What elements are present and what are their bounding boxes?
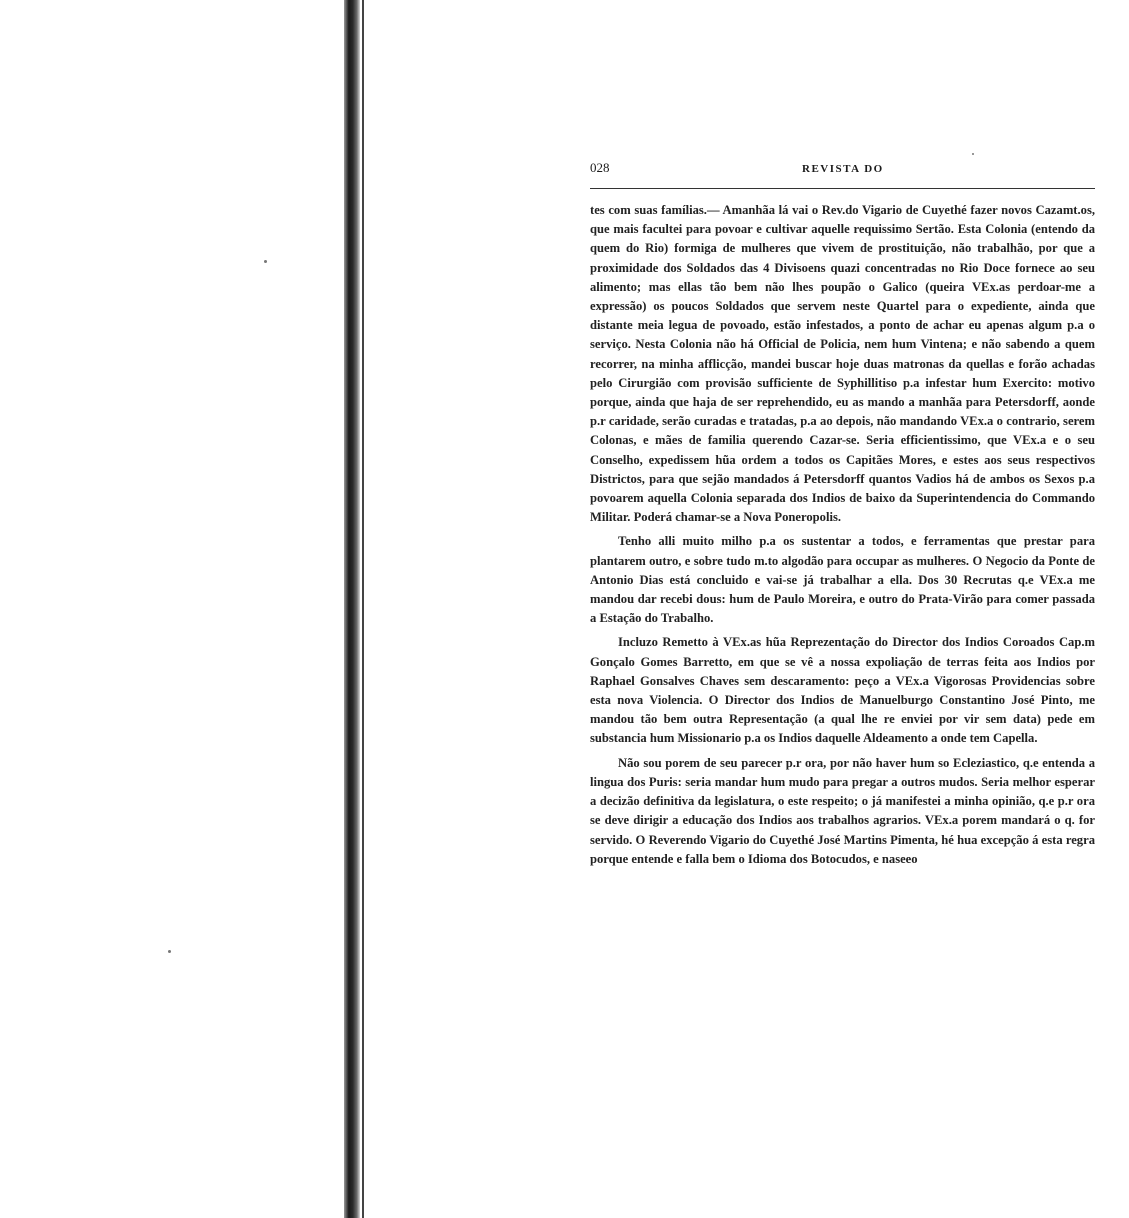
page-header: [590, 160, 1095, 189]
book-gutter: [344, 0, 360, 1218]
paragraph: Incluzo Remetto à VEx.as hũa Reprezentação do Director dos Indios Coroados Cap.m Gonçalo Gomes Barretto, em que se vê a nossa expoliação de terras feita aos Indios por Raphael Gonsalves Chaves sem descaramento: peço a VEx.a Vigorosas Providencias sobre esta nova Violencia. O Director dos Indios de Manuelburgo Constantino José Pinto, me mandou tão bem outra Representação (a qual lhe re enviei por vir sem data) pede em substancia hum Missionario p.a os Indios daquelle Aldeamento a onde tem Capella.: [590, 635, 1095, 746]
blank-left-page: [0, 0, 350, 1218]
paper-speck: [972, 153, 974, 155]
paragraph: Tenho alli muito milho p.a os sustentar a todos, e ferramentas que prestar para plantarem outro, e sobre tudo m.to algodão para occupar as mulheres. O Negocio da Ponte de Antonio Dias está concluido e vai-se já trabalhar a ella. Dos 30 Recrutas q.e VEx.a me mandou dar recebi dous: hum de Paulo Moreira, e outro do Prata-Virão para comer passada a Estação do Trabalho.: [590, 534, 1095, 626]
right-page: [590, 160, 1095, 874]
paragraph: tes com suas famílias.— Amanhãa lá vai o Rev.do Vigario de Cuyethé fazer novos Cazamt.os, que mais facultei para povoar e cultivar aquelle requissimo Sertão. Esta Colonia (entendo da quem do Rio) formiga de mulheres que vivem de prostituição, não trabalhão, por que a proximidade dos Soldados das 4 Divisoens quazi concentradas no Rio Doce fornece ao seu alimento; mas ellas tão bem não lhes poupão o Galico (queira VEx.as perdoar-me a expressão) os poucos Soldados que servem neste Quartel para o expediente, ainda que distante meia legua de povoado, estão infestados, a ponto de achar eu apenas algum p.a o serviço. Nesta Colonia não há Official de Policia, nem hum Vintena; e não sabendo a quem recorrer, na minha afflicção, mandei buscar hoje duas matronas da quellas e forão achadas pelo Cirurgião com provisão sufficiente de Syphillitiso p.a infestar hum Exercito: motivo porque, ainda que haja de ser reprehendido, eu as mando a manhãa para Petersdorff, aonde p.r caridade, serão curadas e tratadas, p.a ao depois, não mandando VEx.a o contrario, serem Colonas, e mães de familia querendo Cazar-se. Seria efficientissimo, que VEx.a e o seu Conselho, expedissem hũa ordem a todos os Capitães Mores, e estes aos seus respectivos Districtos, para que sejão mandados á Petersdorff quantos Vadios há de ambos os Sexos p.a povoarem aquella Colonia separada dos Indios de baixo da Superintendencia do Commando Militar. Poderá chamar-se a Nova Poneropolis.: [590, 203, 1095, 525]
running-title: REVISTA DO: [802, 163, 884, 175]
body-text: [590, 201, 1095, 869]
paragraph: Não sou porem de seu parecer p.r ora, por não haver hum so Ecleziastico, q.e entenda a lingua dos Puris: seria mandar hum mudo para pregar a outros mudos. Seria melhor esperar a decizão definitiva da legislatura, o este respeito; o já manifestei a minha opinião, q.e p.r ora se deve dirigir a educação dos Indios aos trabalhos agrarios. VEx.a porem mandará o q. for servido. O Reverendo Vigario do Cuyethé José Martins Pimenta, hé hua excepção á esta regra porque entende e falla bem o Idioma dos Botocudos, e naseeo: [590, 755, 1095, 866]
gutter-shadow-line: [362, 0, 364, 1218]
paper-speck: [168, 950, 171, 953]
page-number: 028: [590, 160, 610, 175]
paper-speck: [264, 260, 267, 263]
